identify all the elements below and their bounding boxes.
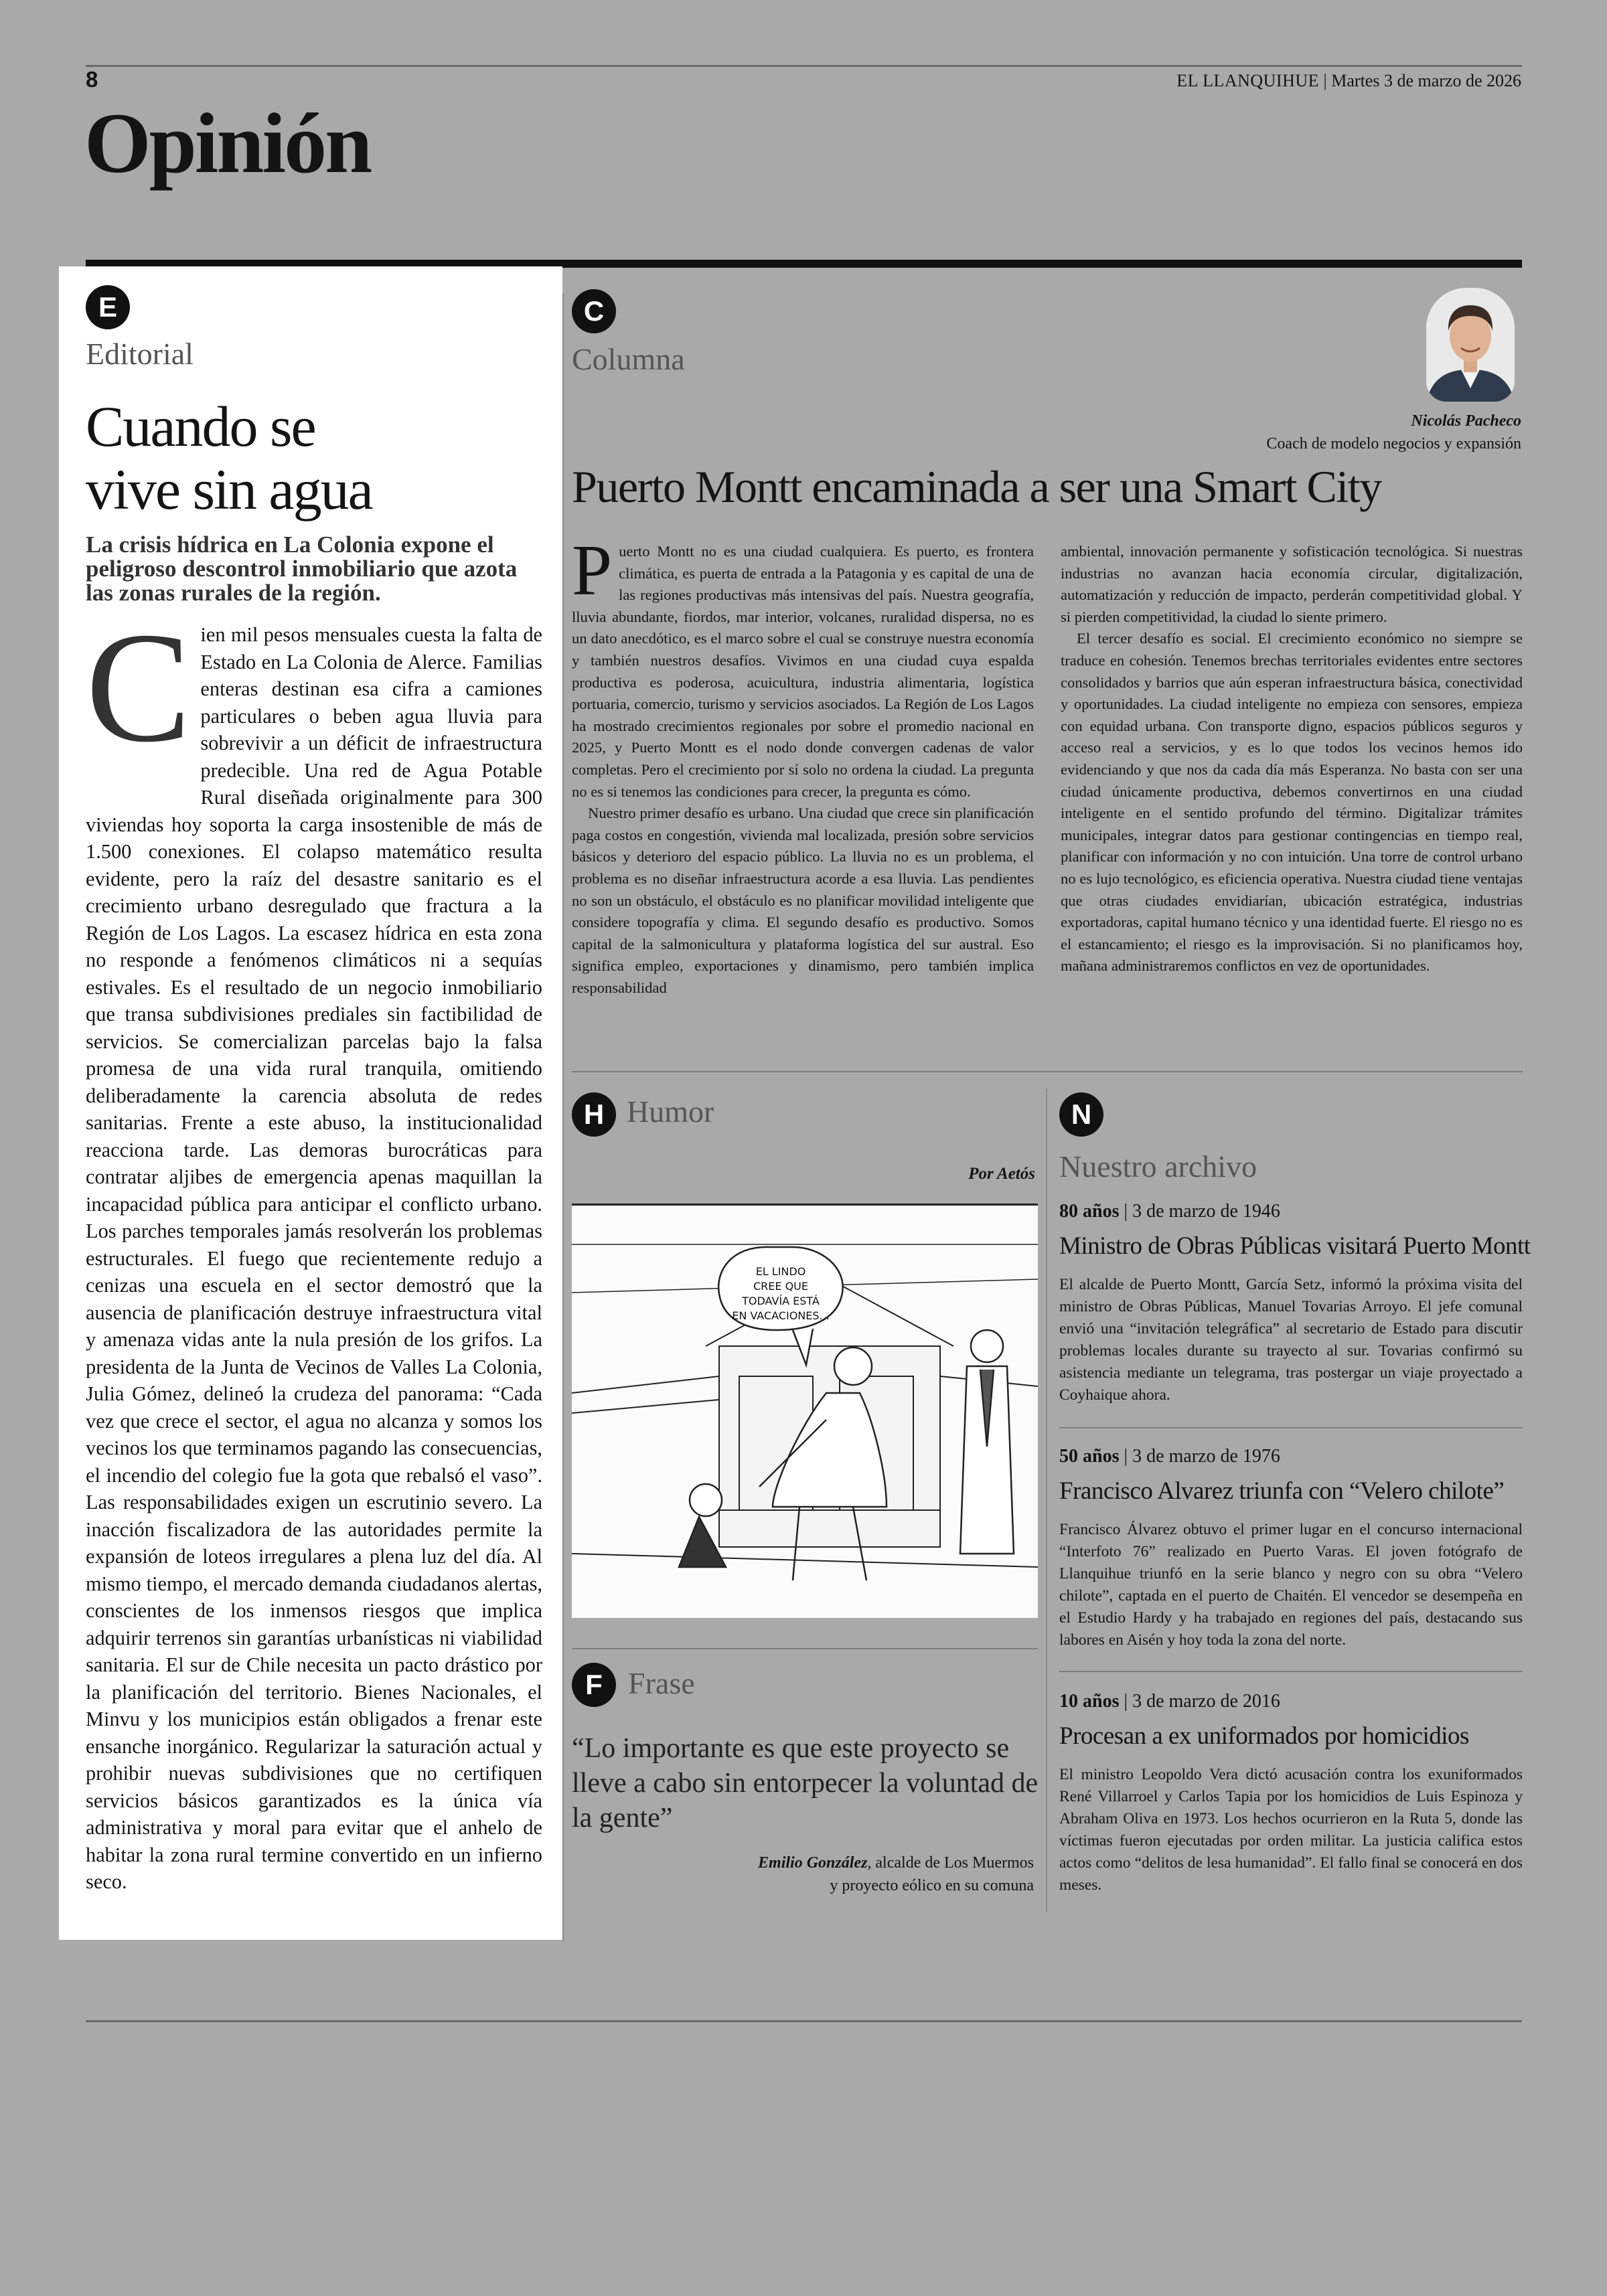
bubble-line-3: TODAVÍA ESTÁ	[742, 1295, 820, 1307]
editorial-panel	[59, 266, 562, 1940]
bottom-rule	[86, 2020, 1522, 2022]
newspaper-name: EL LLANQUIHUE	[1176, 71, 1320, 90]
frase-badge: F	[572, 1663, 616, 1707]
archive-headline: Ministro de Obras Públicas visitará Puerto Montt	[1059, 1232, 1531, 1260]
column-text-right	[1061, 541, 1523, 977]
archive-badge: N	[1059, 1092, 1103, 1137]
column-dropcap: P	[572, 531, 613, 610]
column-left-p1: uerto Montt no es una ciudad cualquiera. Es puerto, es frontera climática, es puerta de entrada a la Patagonia y es capital de una de las regiones productivas más intensivas del país. Nuestra geografía, lluvia abundante, fiordos, mar interior, volcanes, ruralidad dispersa, no es un dato anecdótico, es el marco sobre el cual se construye nuestra economía y también nuestros desafíos. Vivimos en una ciudad cuya espalda productiva es poderosa, acuicultura, industria alimentaria, logística portuaria, comercio, turismo y servicios asociados. La Región de Los Lagos ha mostrado crecimientos regionales por sobre el promedio nacional en 2025, y Puerto Montt es el nodo donde convergen cadenas de valor completas. Pero el crecimiento por sí solo no ordena la ciudad. La pregunta no es si tenemos las condiciones para crecer, la pregunta es cómo.	[572, 543, 1034, 800]
editorial-title-line-2: vive sin agua	[86, 457, 372, 521]
archive-years: 80 años	[1059, 1201, 1120, 1222]
archive-rule-2	[1059, 1671, 1523, 1672]
archive-item-dateline: 80 años | 3 de marzo de 1946	[1059, 1201, 1280, 1222]
page-number: 8	[86, 67, 98, 92]
masthead: EL LLANQUIHUE | Martes 3 de marzo de 2026	[1176, 71, 1521, 90]
column-badge: C	[572, 289, 616, 333]
editorial-badge: E	[86, 285, 130, 329]
bubble-line-2: CREE QUE	[753, 1280, 809, 1293]
column-byline	[1266, 410, 1521, 455]
archive-item	[1059, 1446, 1523, 1651]
frase-author-role-2: y proyecto eólico en su comuna	[830, 1877, 1034, 1894]
editorial-title	[86, 395, 541, 521]
column-right-p2: El tercer desafío es social. El crecimiento económico no siempre se traduce en cohesión. Tenemos brechas territoriales evidentes entre sectores consolidados y barrios que aún esperan infraestructura básica, conectividad y oportunidades. La ciudad inteligente no empieza con sensores, empieza con equidad urbana. Con transporte digno, espacios públicos seguros y acceso real a servicios, y es lo que todos los vecinos hemos ido evidenciando y que nos da cada día más Esperanza. No basta con ser una ciudad únicamente productiva, debemos convertirnos en una ciudad inteligente en el sentido profundo del término. Digitalizar trámites municipales, integrar datos para gestionar contingencias en tiempo real, planificar con información y no con intuición. Una torre de control urbano no es lujo tecnológico, es eficiencia operativa. Nuestra ciudad tiene ventajas que otras ciudades envidiarían, ubicación estratégica, industrias exportadoras, capital humano técnico y una identidad fuerte. El riesgo no es el estancamiento; el riesgo es la improvisación. Si no planificamos hoy, mañana administraremos conflictos en vez de oportunidades.	[1061, 630, 1523, 975]
column-divider	[562, 293, 564, 1941]
frase-attribution	[572, 1852, 1034, 1897]
frase-kicker: Frase	[628, 1666, 695, 1700]
column-title: Puerto Montt encaminada a ser una Smart City	[572, 461, 1381, 512]
frase-quote: “Lo importante es que este proyecto se lleve a cabo sin entorpecer la voluntad de la gente”	[572, 1733, 1039, 1833]
column-kicker: Columna	[572, 342, 685, 376]
column-text-left	[572, 531, 1034, 999]
archive-text: Francisco Álvarez obtuvo el primer lugar en el concurso internacional “Interfoto 76” realizado en Puerto Varas. El joven fotógrafo de Llanquihue triunfó en la serie blanco y negro con su obra “Velero chilote”, captada en el puerto de Chaitén. El vencedor se desempeña en el Estudio Hardy y ha trabajado en regiones del país, destacando sus labores en Aisén y hoy toda la zona del norte.	[1059, 1521, 1523, 1649]
archive-date: 3 de marzo de 2016	[1132, 1691, 1280, 1712]
cartoon-drawing	[572, 1206, 1038, 1616]
archive-years: 10 años	[1059, 1691, 1120, 1712]
author-portrait-image	[1426, 288, 1515, 402]
humor-badge: H	[572, 1092, 616, 1137]
archive-item-dateline: 10 años | 3 de marzo de 2016	[1059, 1691, 1280, 1712]
editorial-title-line-1: Cuando se	[86, 394, 315, 459]
editorial-kicker: Editorial	[86, 337, 194, 371]
archive-years: 50 años	[1059, 1446, 1120, 1467]
archive-date: 3 de marzo de 1976	[1132, 1446, 1280, 1467]
editorial-body	[86, 600, 542, 1896]
column-paragraph	[572, 531, 1034, 803]
frase-author-role-1: , alcalde de Los Muermos	[867, 1854, 1034, 1872]
bubble-line-4: EN VACACIONES...	[732, 1309, 830, 1322]
author-portrait	[1426, 288, 1515, 402]
archive-divider	[1046, 1088, 1047, 1912]
archive-rule-1	[1059, 1427, 1523, 1428]
humor-bottom-rule	[572, 1648, 1038, 1649]
bubble-line-1: EL LINDO	[755, 1265, 806, 1278]
archive-headline: Procesan a ex uniformados por homicidios	[1059, 1722, 1469, 1750]
editorial-deck: La crisis hídrica en La Colonia expone el peligroso descontrol inmobiliario que azota las zonas rurales de la región.	[86, 531, 518, 606]
issue-date: Martes 3 de marzo de 2026	[1331, 71, 1521, 90]
column-right-p1: ambiental, innovación permanente y sofisticación tecnológica. Si nuestras industrias no avanzan hacia economía circular, digitalización, automatización y reducción de impacto, perderán competitividad global. Y si pierden competitividad, la ciudad lo siente primero.	[1061, 543, 1523, 625]
archive-item	[1059, 1691, 1523, 1896]
top-rule	[86, 65, 1522, 67]
column-author-role: Coach de modelo negocios y expansión	[1266, 435, 1521, 453]
frase-author: Emilio González	[758, 1854, 868, 1872]
column-bottom-rule	[572, 1071, 1523, 1072]
section-title: Opinión	[84, 96, 371, 191]
editorial-body-text: ien mil pesos mensuales cuesta la falta de Estado en La Colonia de Alerce. Familias enteras destinan esa cifra a camiones particulares o beben agua lluvia para sobrevivir a un déficit de infraestructura predecible. Una red de Agua Potable Rural diseñada originalmente para 300 viviendas hoy soporta la carga insostenible de más de 1.500 conexiones. El colapso matemático resulta evidente, pero la raíz del desastre sanitario es el crecimiento urbano desregulado que fractura a la Región de Los Lagos. La escasez hídrica en esta zona no responde a fenómenos climáticos ni a sequías estivales. Es el resultado de un negocio inmobiliario que transa subdivisiones prediales sin factibilidad de servicios. Se comercializan parcelas bajo la falsa promesa de una vida rural tranquila, omitiendo deliberadamente la carencia absoluta de redes sanitarias. Frente a este abuso, la institucionalidad reacciona tarde. Las demoras burocráticas para contratar aljibes de emergencia apenas maquillan la incapacidad pública para anticipar el conflicto urbano. Los parches temporales jamás resolverán los problemas estructurales. El fuego que recientemente redujo a cenizas una escuela en el sector demostró que la ausencia de planificación destruye infraestructura vital y amenaza vidas ante la nula presión de los grifos. La presidenta de la Junta de Vecinos de Valles La Colonia, Julia Gómez, delineó la crudeza del panorama: “Cada vez que crece el sector, el agua no alcanza y somos los vecinos los que terminamos pagando las consecuencias, el incendio del colegio fue la gota que rebalsó el vaso”. Las responsabilidades exigen un escrutinio severo. La inacción fiscalizadora de las autoridades permite la expansión de loteos irregulares a plena luz del día. Al mismo tiempo, el mercado demanda ciudadanos alertas, conscientes de los inmensos riesgos que implica adquirir terrenos sin garantías urbanísticas ni viabilidad sanitaria. El sur de Chile necesita un pacto drástico por la planificación del territorio. Bienes Nacionales, el Minvu y los municipios están obligados a frenar este ensanche inorgánico. Regularizar la saturación actual y prohibir nuevas subdivisiones que no certifiquen servicios básicos garantizados es la única vía administrativa y moral para evitar que el anhelo de habitar la zona rural termine convertido en un infierno seco.	[86, 623, 542, 1893]
column-author: Nicolás Pacheco	[1411, 412, 1521, 430]
editorial-dropcap: C	[86, 600, 192, 775]
column-left-p2: Nuestro primer desafío es urbano. Una ciudad que crece sin planificación paga costos en congestión, vivienda mal localizada, presión sobre servicios básicos y deterioro del espacio público. La lluvia no es un problema, el problema es no diseñar infraestructura acorde a esa lluvia. Las pendientes no son un obstáculo, el obstáculo es no planificar movilidad inteligente que considere topografía y clima. El segundo desafío es productivo. Somos capital de la salmonicultura y plataforma logística del sur austral. Eso significa empleo, exportaciones y dinamismo, pero también implica responsabilidad	[572, 805, 1034, 996]
cartoon-illustration	[572, 1204, 1038, 1618]
archive-kicker: Nuestro archivo	[1059, 1149, 1257, 1183]
archive-item	[1059, 1201, 1531, 1406]
humor-credit: Por Aetós	[968, 1165, 1035, 1183]
archive-text: El alcalde de Puerto Montt, García Setz, informó la próxima visita del ministro de Obras Públicas, Manuel Tovarias Arroyo. El jefe comunal envió una “invitación telegráfica” al secretario de Estado para discutir problemas locales durante su trayecto al sur. Tovarias confirmó su asistencia mediante un telegrama, tras postergar un viaje proyectado a Coyhaique ahora.	[1059, 1276, 1523, 1404]
archive-text: El ministro Leopoldo Vera dictó acusación contra los exuniformados René Villarroel y Carlos Tapia por los homicidios de Luis Espinoza y Abraham Oliva en 1973. Los hechos ocurrieron en la Ruta 5, donde las víctimas fueron ejecutadas por orden militar. La justicia califica estos actos como “delitos de lesa humanidad”. El fallo final se conocerá en dos meses.	[1059, 1766, 1523, 1894]
archive-date: 3 de marzo de 1946	[1132, 1201, 1280, 1222]
archive-item-dateline: 50 años | 3 de marzo de 1976	[1059, 1446, 1280, 1467]
humor-kicker: Humor	[627, 1094, 714, 1129]
archive-headline: Francisco Alvarez triunfa con “Velero chilote”	[1059, 1477, 1505, 1505]
